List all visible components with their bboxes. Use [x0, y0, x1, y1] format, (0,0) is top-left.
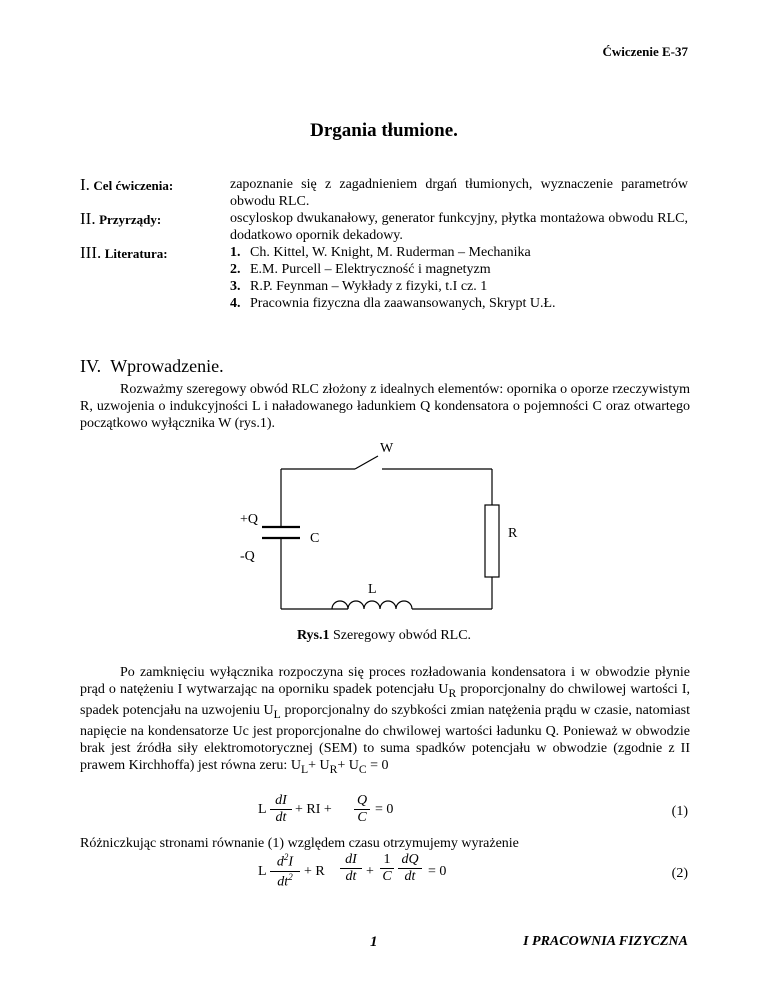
inductor-coil — [332, 601, 412, 609]
section-number: I. — [80, 175, 90, 194]
label-inductor: L — [368, 582, 377, 597]
label-switch: W — [380, 441, 394, 456]
list-item: 2. E.M. Purcell – Elektryczność i magnetyzm — [230, 262, 491, 277]
kirchhoff-paragraph: Po zamknięciu wyłącznika rozpoczyna się proces rozładowania kondensatora i w obwodzie płynie prąd o natężeniu I wytwarzając na oporniku spadek potencjału $U_R$ proporcjonalny do chwilowej wartości I, spadek potencjału na uzwojeniu $U_L$ proporcjonalny do szybkości zmian natężenia prądu w czasie, natomiast napięcie na kondensatorze Uc jest proporcjonalne do chwilowej wartości ładunku Q. Ponieważ w obwodzie brak jest źródła siły elektromotorycznej (SEM) to suma spadków potencjału w obwodzie (zgodnie z II prawem Kirchhoffa) jest równa zeru: $U_L+ U_R+ U_C = 0$ — [80, 665, 690, 776]
switch-blade — [355, 456, 378, 469]
label-capacitor: C — [310, 531, 320, 546]
differentiation-paragraph: Różniczkując stronami równanie (1) względem czasu otrzymujemy wyrażenie — [80, 836, 519, 851]
section-number: II. — [80, 209, 96, 228]
figure-caption: Rys.1 Szeregowy obwód RLC. — [296, 628, 472, 643]
label-resistor: R — [508, 526, 518, 541]
list-item: 1. Ch. Kittel, W. Knight, M. Ruderman – Mechanika — [230, 245, 531, 260]
section-iv-heading: IV. Wprowadzenie. — [80, 356, 224, 376]
list-item: 3. R.P. Feynman – Wykłady z fizyki, t.I cz. 1 — [230, 279, 488, 294]
resistor-symbol — [485, 505, 499, 577]
page-number: 1 — [370, 934, 378, 950]
section-label: Literatura: — [104, 246, 168, 261]
section-ii-text: oscyloskop dwukanałowy, generator funkcyjny, płytka montażowa obwodu RLC, dodatkowo opornik dekadowy. — [230, 211, 688, 243]
page-title: Drgania tłumione. — [310, 120, 458, 141]
label-minus-q: -Q — [240, 549, 255, 564]
footer-label: I PRACOWNIA FIZYCZNA — [523, 934, 688, 949]
label-plus-q: +Q — [240, 512, 259, 527]
intro-paragraph: Rozważmy szeregowy obwód RLC złożony z idealnych elementów: opornika o oporze rzeczywistym R, uzwojenia o indukcyjności L i naładowanego ładunkiem Q kondensatora o pojemności C oraz otwartego początkowo wyłącznika W (rys.1). — [80, 382, 690, 431]
exercise-id: Ćwiczenie E-37 — [602, 44, 688, 59]
section-i-text: zapoznanie się z zagadnieniem drgań tłumionych, wyznaczenie parametrów obwodu RLC. — [230, 177, 688, 209]
section-label: Cel ćwiczenia: — [93, 178, 174, 193]
section-number: III. — [80, 243, 102, 262]
list-item: 4. Pracownia fizyczna dla zaawansowanych, Skrypt U.Ł. — [230, 296, 556, 311]
section-label: Przyrządy: — [99, 212, 162, 227]
